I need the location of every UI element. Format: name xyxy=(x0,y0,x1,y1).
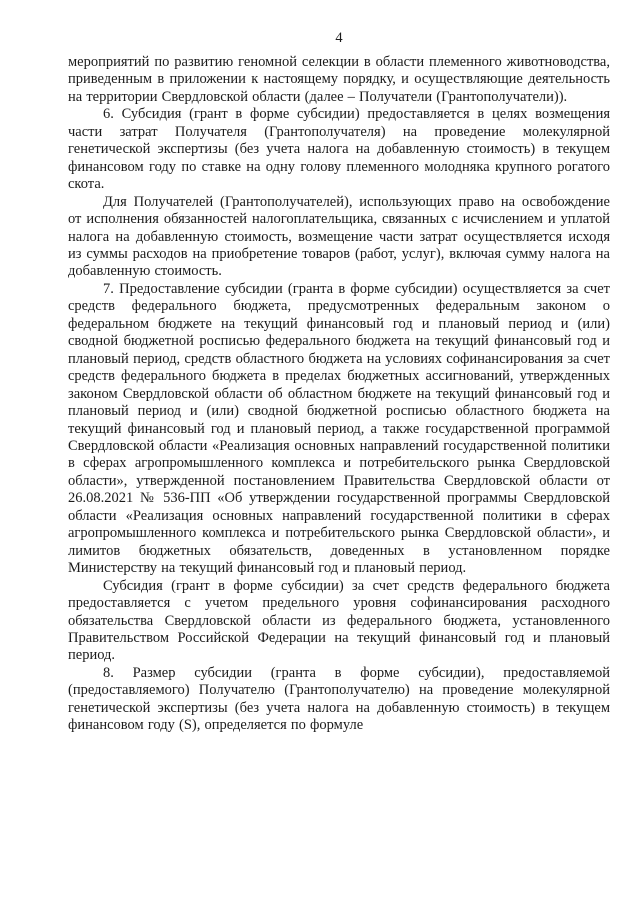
page-number: 4 xyxy=(335,30,343,46)
paragraph-vat-exemption: Для Получателей (Грантополучателей), использующих право на освобождение от исполнения обязанностей налогоплательщика, связанных с исчислением и уплатой налога на добавленную стоимость, возмещение части затрат осуществляется исходя из суммы расходов на приобретение товаров (работ, услуг), включая сумму налога на добавленную стоимость. xyxy=(68,193,610,280)
document-body xyxy=(68,54,610,735)
paragraph-clause-6: 6. Субсидия (грант в форме субсидии) предоставляется в целях возмещения части затрат Получателя (Грантополучателя) на проведение молекулярной генетической экспертизы (без учета налога на добавленную стоимость) в текущем финансовом году по ставке на одну голову племенного молодняка крупного рогатого скота. xyxy=(68,106,610,193)
paragraph-federal-cofinancing: Субсидия (грант в форме субсидии) за счет средств федерального бюджета предоставляется с учетом предельного уровня софинансирования расходного обязательства Свердловской области из федерального бюджета, установленного Правительством Российской Федерации на текущий финансовый год и плановый период. xyxy=(68,577,610,664)
paragraph-clause-8: 8. Размер субсидии (гранта в форме субсидии), предоставляемой (предоставляемого) Получателю (Грантополучателю) на проведение молекулярной генетической экспертизы (без учета налога на добавленную стоимость) в текущем финансовом году (S), определяется по формуле xyxy=(68,664,610,734)
paragraph-intro-continuation: мероприятий по развитию геномной селекции в области племенного животноводства, приведенным в приложении к настоящему порядку, и осуществляющие деятельность на территории Свердловской области (далее – Получатели (Грантополучатели)). xyxy=(68,54,610,105)
paragraph-clause-7: 7. Предоставление субсидии (гранта в форме субсидии) осуществляется за счет средств федерального бюджета, предусмотренных федеральным законом о федеральном бюджете на текущий финансовый год и плановый период и (или) сводной бюджетной росписью федерального бюджета на текущий финансовый год и плановый период, средств областного бюджета на условиях софинансирования за счет средств федерального бюджета в пределах бюджетных ассигнований, утвержденных законом Свердловской области об областном бюджете на текущий финансовый год и плановый период и (или) сводной бюджетной росписью областного бюджета на текущий финансовый год и плановый период, а также государственной программой Свердловской области «Реализация основных направлений государственной политики в сферах агропромышленного комплекса и потребительского рынка Свердловской области», утвержденной постановлением Правительства Свердловской области от 26.08.2021 № 536-ПП «Об утверждении государственной программы Свердловской области «Реализация основных направлений государственной политики в сферах агропромышленного комплекса и потребительского рынка Свердловской области», и лимитов бюджетных обязательств, доведенных в установленном порядке Министерству на текущий финансовый год и плановый период. xyxy=(68,280,610,577)
